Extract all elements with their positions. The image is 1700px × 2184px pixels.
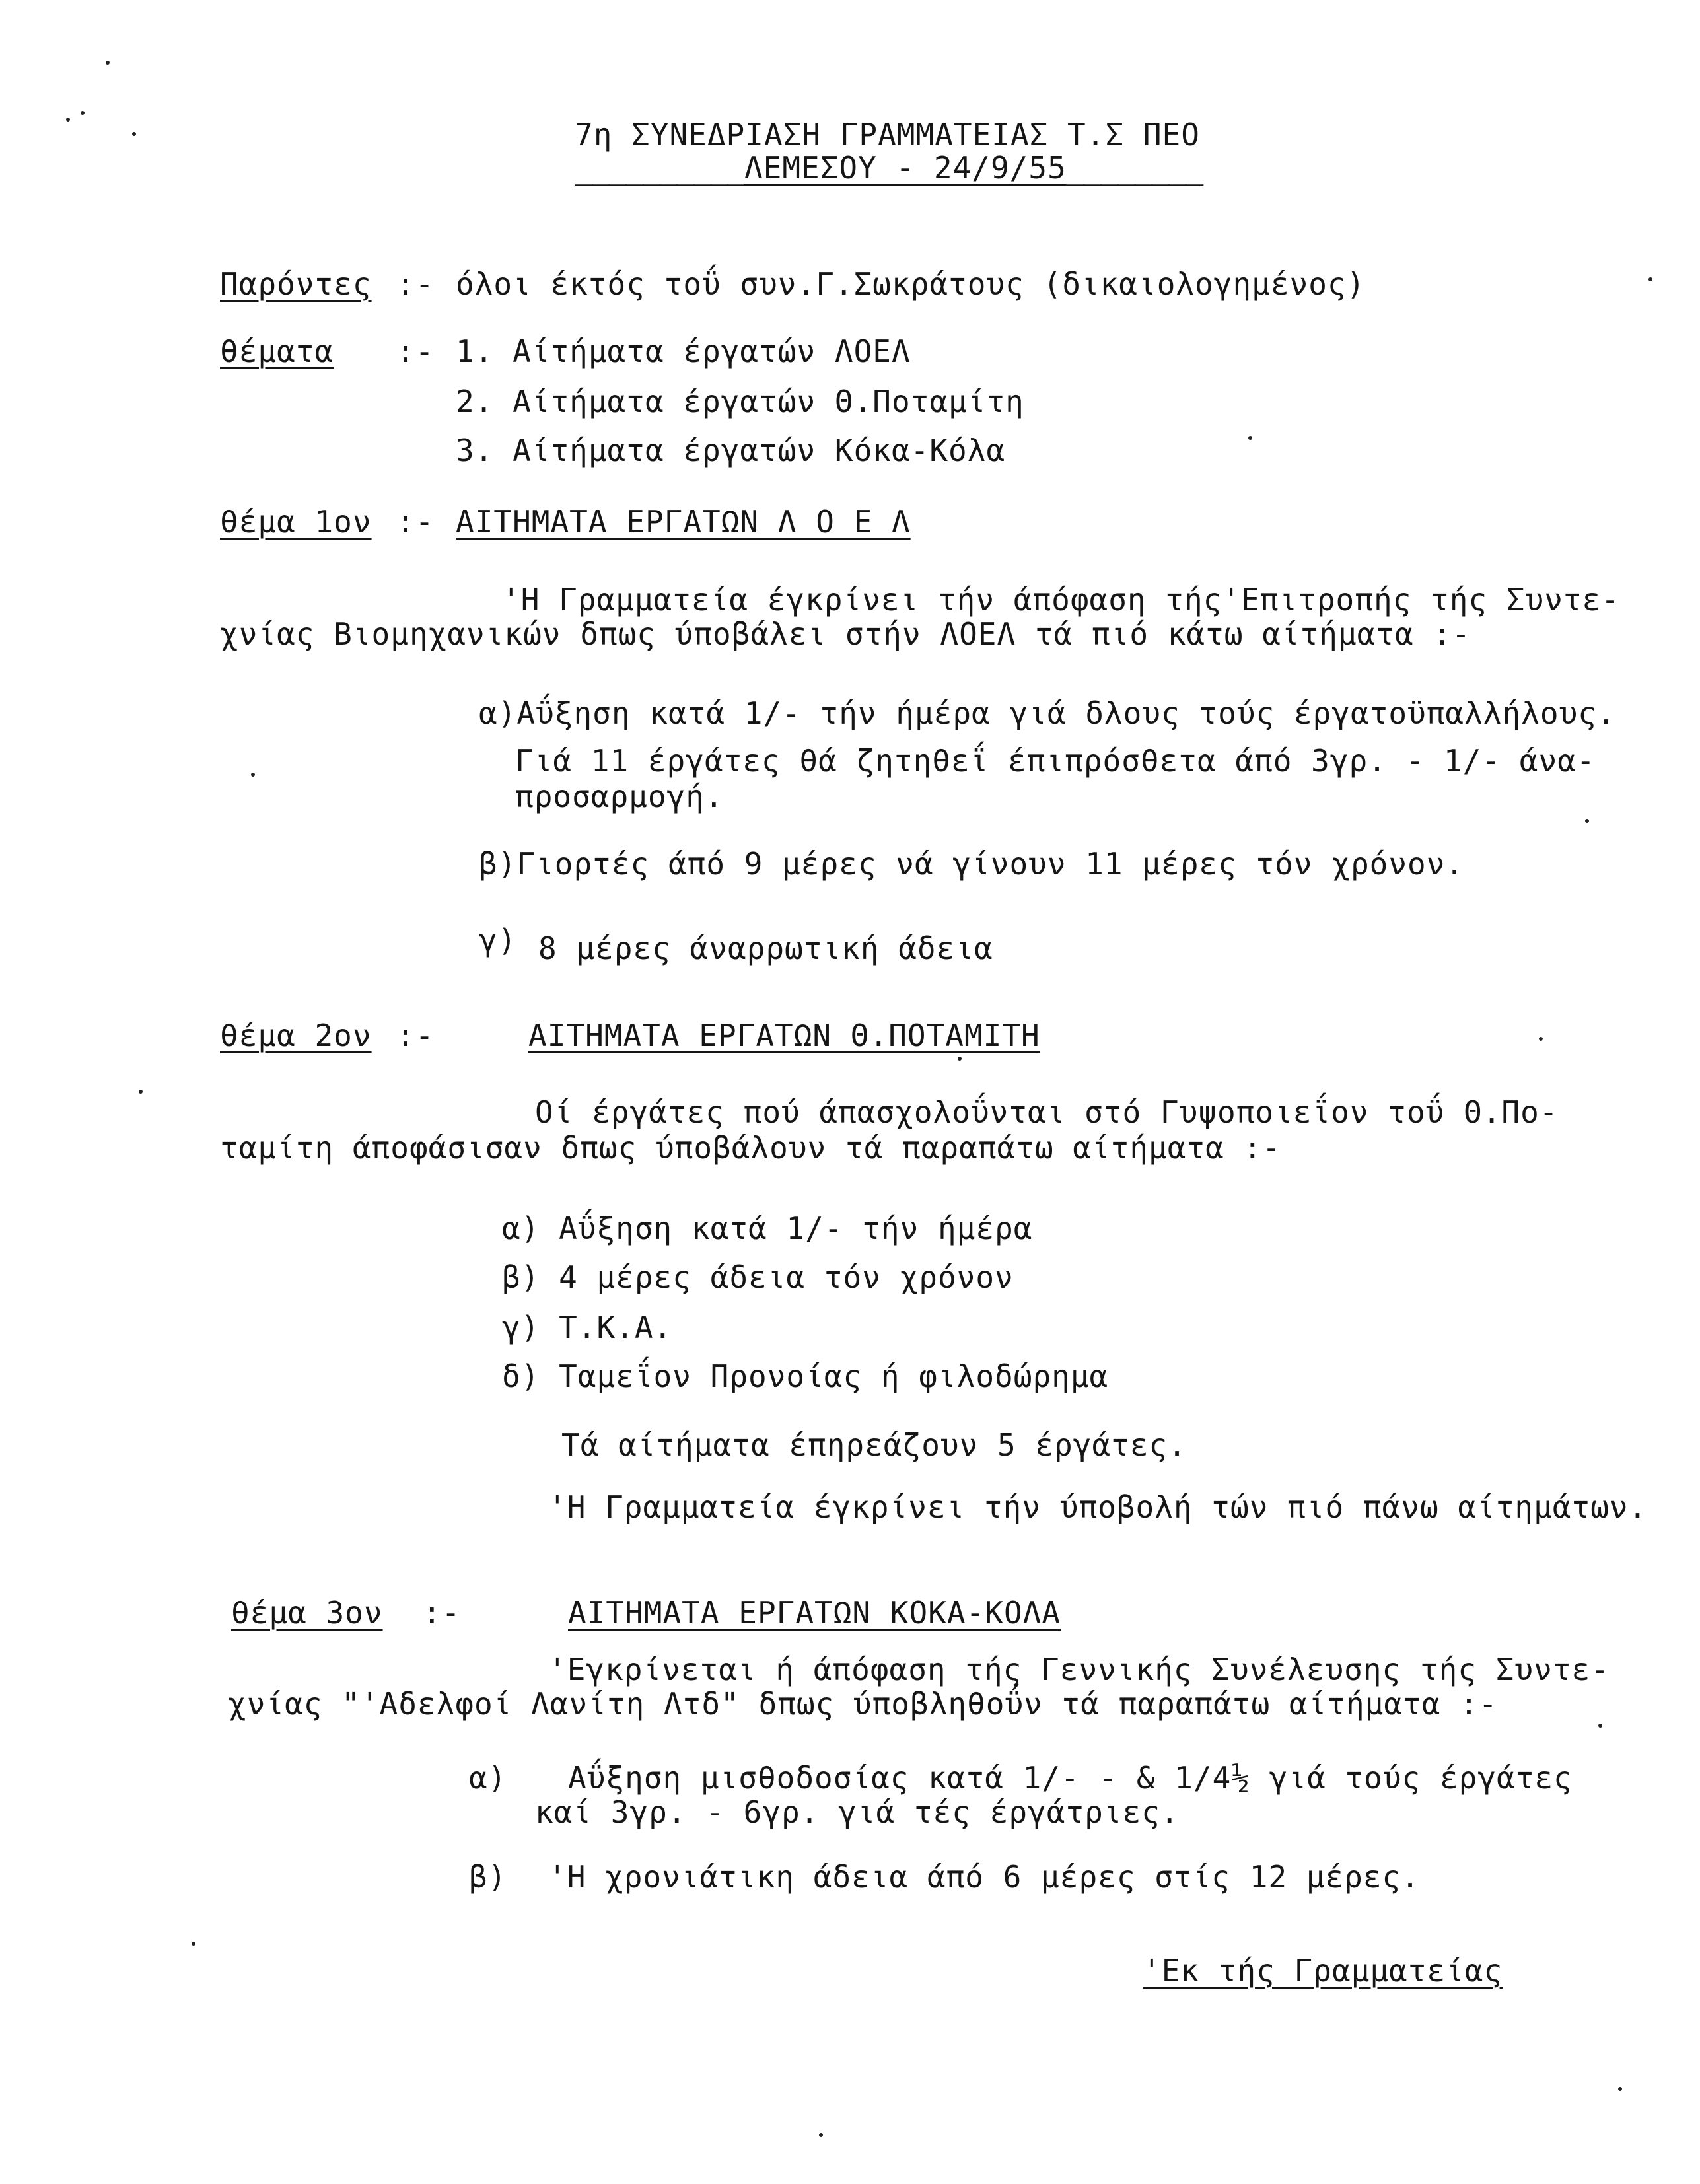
subtitle-text: ΛΕΜΕΣΟΥ - 24/9/55: [744, 150, 1067, 186]
subtitle-leading-rule: __________: [575, 150, 744, 186]
topic3-sep: :-: [423, 1595, 461, 1631]
topic3-heading-text: ΑΙΤΗΜΑΤΑ ΕΡΓΑΤΩΝ ΚΟΚΑ-ΚΟΛΑ: [568, 1595, 1061, 1631]
topic1-label-text: θέμα 1ον: [220, 504, 372, 540]
scan-speck: [192, 1942, 195, 1946]
topic2-item-3: γ) Τ.Κ.Α.: [502, 1310, 673, 1345]
topic3-item-a-line-2: καί 3γρ. - 6γρ. γιά τές έργάτριες.: [535, 1794, 1180, 1830]
signature: [1143, 1952, 1503, 1989]
topic3-item-a-line-1: Αΰξηση μισθοδοσίας κατά 1/- - & 1/4½ γιά τούς έργάτες: [568, 1760, 1573, 1796]
topic3-item-b-mark: β): [469, 1859, 507, 1895]
scan-speck: [1648, 277, 1652, 281]
topic1-para-line-2: χνίας Βιομηχανικών δπως ύποβάλει στήν ΛΟΕΛ τά πιό κάτω αίτήματα :-: [220, 616, 1471, 652]
scan-speck: [81, 111, 85, 115]
scan-speck: [66, 118, 70, 122]
scan-speck: [139, 1090, 143, 1094]
topics-label-text: θέματα: [220, 334, 334, 369]
topic2-para-line-2: ταμίτη άποφάσισαν δπως ύποβάλουν τά παραπάτω αίτήματα :-: [220, 1130, 1281, 1166]
present-label: [220, 265, 372, 302]
topic3-label-text: θέμα 3ον: [231, 1595, 383, 1631]
scan-speck: [1598, 1724, 1602, 1728]
subtitle-trailing-rule: ________: [1066, 150, 1203, 186]
scan-speck: [251, 773, 255, 777]
topic2-affects: Τά αίτήματα έπηρεάζουν 5 έργάτες.: [561, 1427, 1187, 1463]
topic1-para-line-1: 'Η Γραμματεία έγκρίνει τήν άπόφαση τής'Επιτροπής τής Συντε-: [502, 582, 1620, 617]
topic2-heading-text: ΑΙΤΗΜΑΤΑ ΕΡΓΑΤΩΝ Θ.ΠΟΤΑΜΙΤΗ: [528, 1018, 1040, 1053]
scan-speck: [819, 2133, 823, 2137]
topic2-label-text: θέμα 2ον: [220, 1018, 372, 1053]
topic3-para-line-1: 'Εγκρίνεται ή άπόφαση τής Γεννικής Συνέλευσης τής Συντε-: [548, 1652, 1610, 1687]
topic2-item-4: δ) Ταμεΐον Προνοίας ή φιλοδώρημα: [502, 1358, 1109, 1394]
topic3-item-b: 'Η χρονιάτικη άδεια άπό 6 μέρες στίς 12 μέρες.: [548, 1859, 1420, 1895]
topic1-heading-text: ΑΙΤΗΜΑΤΑ ΕΡΓΑΤΩΝ Λ Ο Ε Λ: [456, 504, 911, 540]
topic3-item-a-mark: α): [469, 1760, 507, 1796]
document-subtitle: [575, 149, 1202, 186]
topics-sep: :-: [396, 334, 435, 369]
topic1-label: [220, 503, 372, 540]
topics-item-1: 1. Αίτήματα έργατών ΛΟΕΛ: [456, 334, 911, 369]
document-title: 7η ΣΥΝΕΔΡΙΑΣΗ ΓΡΑΜΜΑΤΕΙΑΣ Τ.Σ ΠΕΟ: [575, 117, 1200, 153]
scan-speck: [106, 61, 110, 65]
scan-speck: [1539, 1037, 1543, 1041]
scan-speck: [1618, 2087, 1622, 2091]
topic1-item-a-line-1: α)Αΰξηση κατά 1/- τήν ήμέρα γιά δλους τούς έργατοϋπαλλήλους.: [479, 695, 1616, 731]
topics-item-2: 2. Αίτήματα έργατών Θ.Ποταμίτη: [456, 384, 1024, 419]
topic2-item-1: α) Αΰξηση κατά 1/- τήν ήμέρα: [502, 1211, 1033, 1246]
present-label-text: Παρόντες: [220, 266, 372, 302]
topic1-item-c: 8 μέρες άναρρωτική άδεια: [538, 931, 993, 966]
scan-speck: [132, 132, 136, 136]
topic1-sep: :-: [396, 504, 435, 540]
scan-speck: [1585, 819, 1589, 823]
topics-label: [220, 333, 334, 370]
topic1-item-c-mark: γ): [479, 923, 517, 958]
topic3-para-line-2: χνίας "'Αδελφοί Λανίτη Λτδ" δπως ύποβληθοΰν τά παραπάτω αίτήματα :-: [228, 1686, 1498, 1722]
topic2-approval: 'Η Γραμματεία έγκρίνει τήν ύποβολή τών πιό πάνω αίτημάτων.: [548, 1489, 1648, 1525]
topic3-label: [231, 1594, 383, 1631]
topic2-sep: :-: [396, 1018, 435, 1053]
topic1-item-b: β)Γιορτές άπό 9 μέρες νά γίνουν 11 μέρες τόν χρόνον.: [479, 846, 1465, 882]
topic3-heading: [568, 1594, 1061, 1631]
topic2-item-2: β) 4 μέρες άδεια τόν χρόνον: [502, 1259, 1014, 1295]
topic1-item-a-line-3: προσαρμογή.: [515, 779, 724, 814]
topics-item-3: 3. Αίτήματα έργατών Κόκα-Κόλα: [456, 433, 1006, 468]
scan-speck: [1248, 436, 1252, 440]
topic1-heading: [456, 503, 911, 540]
present-sep: :-: [396, 266, 435, 302]
signature-text: 'Εκ τής Γραμματείας: [1143, 1953, 1503, 1989]
topic2-para-line-1: Οί έργάτες πού άπασχολοΰνται στό Γυψοποιεΐον τοΰ Θ.Πο-: [535, 1094, 1559, 1130]
present-text: όλοι έκτός τοΰ συν.Γ.Σωκράτους (δικαιολογημένος): [456, 266, 1366, 302]
topic2-label: [220, 1017, 372, 1054]
topic1-item-a-line-2: Γιά 11 έργάτες θά ζητηθεΐ έπιπρόσθετα άπό 3γρ. - 1/- άνα-: [515, 743, 1596, 779]
topic2-heading: [528, 1017, 1040, 1054]
scan-speck: [958, 1057, 962, 1061]
